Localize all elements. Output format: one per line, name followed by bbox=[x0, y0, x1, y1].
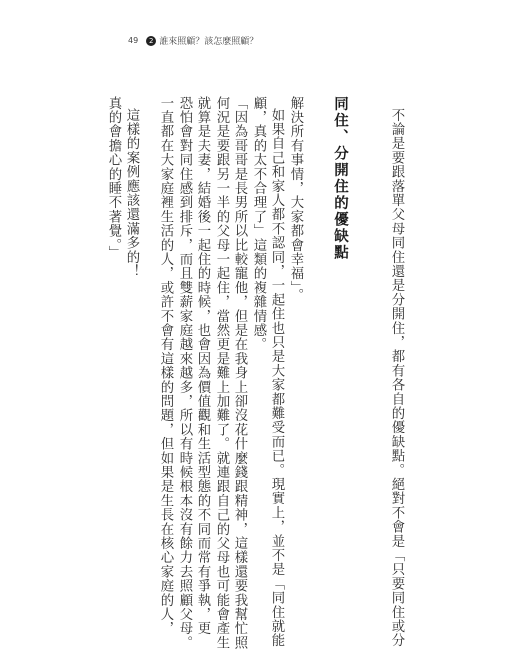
text-column: 恐怕會對同住感到排斥，而且雙薪家庭越來越多，所以有時候根本沒有餘力去照顧父母。 bbox=[177, 96, 192, 650]
page-number: 49 bbox=[128, 36, 139, 45]
text-column: 就算是夫妻，結婚後一起住的時候，也會因為價值觀和生活型態的不同而常有爭執，更 bbox=[195, 96, 210, 636]
text-column: 顧，真的太不合理了」這類的複雜情感。 bbox=[251, 96, 266, 352]
text-column: 解決所有事情，大家都會幸福」。 bbox=[288, 96, 303, 303]
text-column: 不論是要跟落單父母同住還是分開住，都有各自的優缺點。絕對不會是「只要同住或分 bbox=[389, 108, 404, 648]
running-head bbox=[128, 34, 258, 47]
text-column: 何況是要跟另一半的父母一起住，當然更是難上加難了。就連跟自己的父母也可能會產生 bbox=[214, 96, 229, 650]
text-column: 如果自己和家人都不認同，一起住也只是大家都難受而已。現實上，並不是「同住就能 bbox=[269, 108, 284, 648]
text-column: 真的會擔心的睡不著覺。」 bbox=[106, 96, 121, 260]
text-column: 一直都在大家庭裡生活的人，或許不會有這樣的問題，但如果是生長在核心家庭的人， bbox=[158, 96, 173, 636]
chapter-title-text: 誰來照顧？該怎麼照顧？ bbox=[159, 37, 259, 47]
text-column: 這樣的案例應該還滿多的！ bbox=[124, 108, 139, 279]
chapter-title bbox=[146, 34, 258, 47]
chapter-number-badge: 2 bbox=[146, 36, 156, 46]
section-heading: 同住、分開住的優缺點 bbox=[332, 96, 348, 261]
text-column: 「因為哥哥是長男所以比較寵他，但是在我身上卻沒花什麼錢跟精神，這樣還要我幫忙照 bbox=[232, 96, 247, 650]
